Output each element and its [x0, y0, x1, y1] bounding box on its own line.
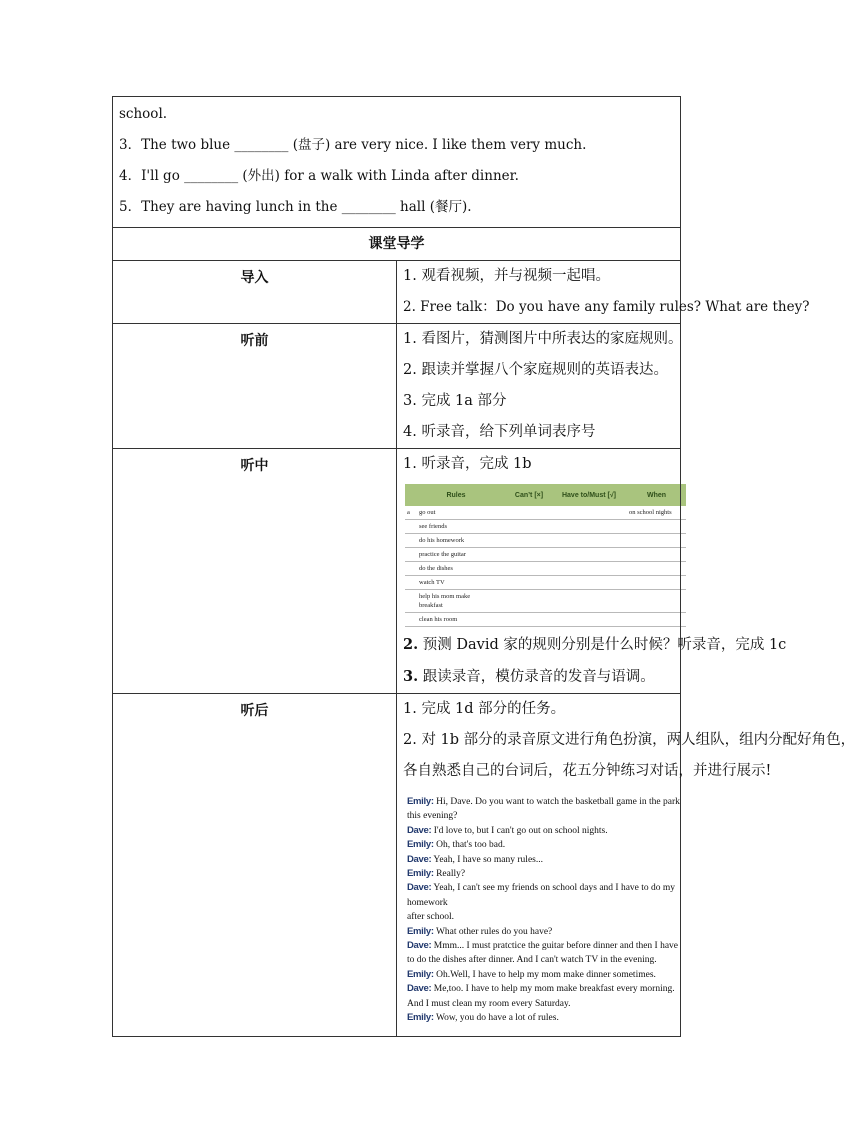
line-text: Mmm... I must pratctice the guitar before dinner and then I have — [433, 941, 679, 952]
tingqian-item-3: 3. 完成 1a 部分 — [403, 393, 507, 409]
rule-text: go out — [419, 509, 436, 516]
line-text: Oh.Well, I have to help my mom make dinner sometimes. — [436, 969, 656, 980]
tingzhong-item-2-num: 2. — [403, 636, 419, 653]
when-cell[interactable] — [627, 520, 686, 534]
section-title-row — [113, 228, 681, 261]
tinghou-label: 听后 — [113, 694, 397, 1037]
line-text: after school. — [407, 912, 454, 923]
daoru-row — [113, 261, 681, 324]
exercise-row — [113, 97, 681, 228]
speaker: Emily: — [407, 1012, 434, 1024]
dialogue-line — [407, 953, 680, 967]
line-text: to do the dishes after dinner. And I can't watch TV in the evening. — [407, 955, 657, 966]
dialogue-line — [407, 925, 680, 939]
when-header: When — [627, 484, 686, 506]
tinghou-item-1: 1. 完成 1d 部分的任务。 — [403, 701, 566, 717]
tingqian-label: 听前 — [113, 324, 397, 449]
have-to-header: Have to/Must [√] — [551, 484, 627, 506]
tingqian-item-2: 2. 跟读并掌握八个家庭规则的英语表达。 — [403, 362, 668, 378]
cant-cell[interactable] — [507, 520, 551, 534]
tingqian-item-4: 4. 听录音，给下列单词表序号 — [403, 424, 596, 440]
exercise-line-school: school. — [119, 106, 168, 122]
tingzhong-item-3: 跟读录音，模仿录音的发音与语调。 — [422, 669, 655, 685]
rule-text: help his mom make breakfast — [419, 593, 471, 609]
daoru-label: 导入 — [113, 261, 397, 324]
speaker: Dave: — [407, 853, 432, 865]
tinghou-item-2b: 各自熟悉自己的台词后，花五分钟练习对话，并进行展示! — [403, 763, 772, 779]
dialogue — [397, 787, 680, 1036]
rules-table — [405, 484, 686, 627]
tingzhong-row — [113, 449, 681, 694]
when-cell: on school nights — [627, 506, 686, 520]
speaker: Dave: — [407, 983, 432, 995]
daoru-item-1: 1. 观看视频，并与视频一起唱。 — [403, 268, 610, 284]
rule-text: do his homework — [419, 537, 465, 544]
exercise-line-3: 3．The two blue ________ (盘子) are very nice. I like them very much. — [119, 137, 587, 153]
table-row — [405, 576, 686, 590]
worksheet-table — [112, 96, 855, 1037]
line-text: Yeah, I have so many rules... — [433, 854, 543, 865]
rule-text: clean his room — [419, 616, 458, 623]
have-to-cell[interactable] — [551, 506, 627, 520]
dialogue-line — [407, 824, 680, 838]
speaker: Emily: — [407, 968, 434, 980]
rule-text: do the dishes — [419, 565, 453, 572]
table-row — [405, 534, 686, 548]
dialogue-line — [407, 795, 680, 824]
tinghou-item-2a: 2. 对 1b 部分的录音原文进行角色扮演，两人组队，组内分配好角色， — [403, 732, 855, 748]
line-text: Yeah, I can't see my friends on school days and I have to do my homework — [407, 883, 676, 908]
dialogue-line — [407, 1011, 680, 1025]
exercise-line-5: 5．They are having lunch in the ________ hall (餐厅). — [119, 199, 472, 215]
cant-cell[interactable] — [507, 562, 551, 576]
speaker: Emily: — [407, 796, 434, 807]
speaker: Emily: — [407, 868, 434, 880]
tinghou-row — [113, 694, 681, 1037]
tingqian-item-1: 1. 看图片，猜测图片中所表达的家庭规则。 — [403, 331, 683, 347]
dialogue-line — [407, 838, 680, 852]
when-cell[interactable] — [627, 590, 686, 613]
cant-cell[interactable] — [507, 613, 551, 627]
cant-cell[interactable] — [507, 548, 551, 562]
rule-text: watch TV — [419, 579, 445, 586]
have-to-cell[interactable] — [551, 576, 627, 590]
table-row — [405, 506, 686, 520]
tingzhong-item-3-num: 3. — [403, 668, 419, 685]
speaker: Dave: — [407, 824, 432, 836]
speaker: Dave: — [407, 882, 432, 894]
line-text: Wow, you do have a lot of rules. — [435, 1013, 559, 1024]
have-to-cell[interactable] — [551, 548, 627, 562]
rule-text: see friends — [419, 523, 447, 530]
dialogue-line — [407, 881, 680, 910]
table-row — [405, 590, 686, 613]
tingzhong-item-1: 1. 听录音，完成 1b — [403, 456, 532, 472]
line-text: I'd love to, but I can't go out on school nights. — [433, 825, 608, 836]
line-text: Hi, Dave. Do you want to watch the basketball game in the park this evening? — [407, 797, 680, 822]
have-to-cell[interactable] — [551, 562, 627, 576]
line-text: Really? — [436, 869, 466, 880]
when-cell[interactable] — [627, 613, 686, 627]
table-row — [405, 562, 686, 576]
cant-header: Can’t [×] — [507, 484, 551, 506]
dialogue-line — [407, 939, 680, 953]
when-cell[interactable] — [627, 562, 686, 576]
dialogue-line — [407, 968, 680, 982]
speaker: Emily: — [407, 925, 434, 937]
cant-cell[interactable] — [507, 506, 551, 520]
cant-cell[interactable] — [507, 534, 551, 548]
speaker: Dave: — [407, 940, 432, 952]
tingzhong-label: 听中 — [113, 449, 397, 694]
line-text: What other rules do you have? — [435, 926, 553, 937]
have-to-cell[interactable] — [551, 590, 627, 613]
line-text: Oh, that's too bad. — [436, 840, 506, 851]
cant-cell[interactable] — [507, 576, 551, 590]
rules-header: Rules — [405, 484, 507, 506]
speaker: Emily: — [407, 839, 434, 851]
have-to-cell[interactable] — [551, 613, 627, 627]
table-row — [405, 520, 686, 534]
dialogue-line — [407, 910, 680, 924]
tingzhong-item-2: 预测 David 家的规则分别是什么时候？听录音，完成 1c — [422, 637, 787, 653]
daoru-item-2: 2. Free talk：Do you have any family rules? What are they? — [403, 299, 810, 315]
row-mark: a — [407, 509, 410, 516]
dialogue-line — [407, 867, 680, 881]
table-row — [405, 613, 686, 627]
rule-text: practice the guitar — [419, 551, 466, 558]
when-cell[interactable] — [627, 534, 686, 548]
line-text: And I must clean my room every Saturday. — [407, 998, 571, 1009]
line-text: Me,too. I have to help my mom make breakfast every morning. — [433, 984, 675, 995]
section-title: 课堂导学 — [368, 236, 425, 252]
have-to-cell[interactable] — [551, 520, 627, 534]
have-to-cell[interactable] — [551, 534, 627, 548]
when-cell[interactable] — [627, 576, 686, 590]
cant-cell[interactable] — [507, 590, 551, 613]
exercise-line-4: 4．I'll go ________ (外出) for a walk with Linda after dinner. — [119, 168, 519, 184]
table-row — [405, 548, 686, 562]
tingqian-row — [113, 324, 681, 449]
when-cell[interactable] — [627, 548, 686, 562]
dialogue-line — [407, 997, 680, 1011]
worksheet-page — [112, 96, 855, 1037]
dialogue-line — [407, 982, 680, 996]
dialogue-line — [407, 853, 680, 867]
